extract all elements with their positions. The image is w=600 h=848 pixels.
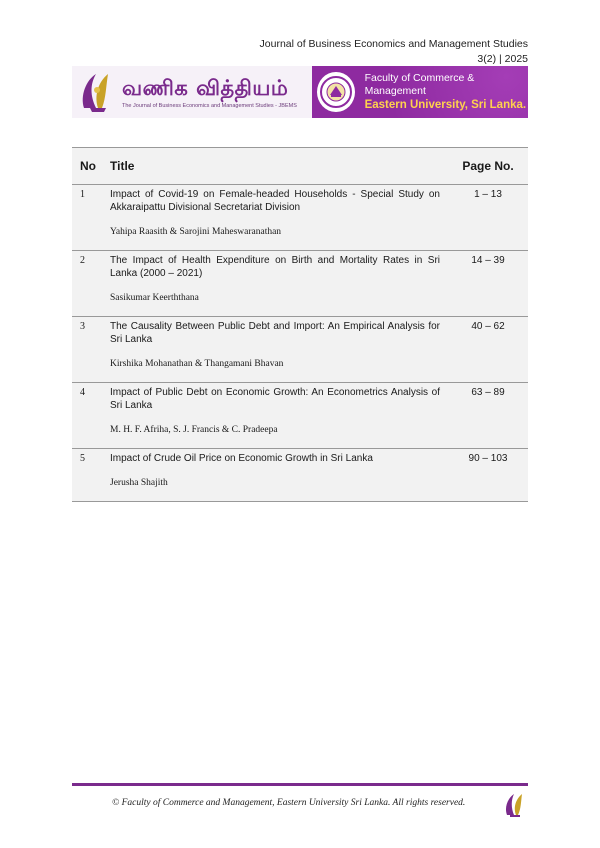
article-pages: 14 – 39 <box>448 251 528 317</box>
journal-banner <box>72 66 528 118</box>
table-row <box>72 185 528 251</box>
university-seal <box>317 72 355 112</box>
banner-subtitle: The Journal of Business Economics and Management Studies - JBEMS <box>122 102 297 109</box>
footer-divider <box>72 783 528 786</box>
footer-logo-icon <box>502 790 528 820</box>
university-name: Eastern University, Sri Lanka. <box>364 99 527 111</box>
journal-header <box>260 37 528 67</box>
banner-right-panel <box>312 66 528 118</box>
article-number: 5 <box>72 449 102 502</box>
article-pages: 90 – 103 <box>448 449 528 502</box>
article-authors: Yahipa Raasith & Sarojini Maheswaranathan <box>110 227 282 237</box>
table-row <box>72 317 528 383</box>
article-title[interactable]: Impact of Covid-19 on Female-headed Households - Special Study on Akkaraipattu Divisional Secretariat Division <box>110 189 440 213</box>
banner-left-panel <box>72 66 312 118</box>
column-header-pages: Page No. <box>448 148 528 185</box>
article-cell <box>102 449 448 502</box>
article-cell <box>102 317 448 383</box>
article-title[interactable]: The Impact of Health Expenditure on Birth and Mortality Rates in Sri Lanka (2000 – 2021) <box>110 255 440 279</box>
banner-tamil-title: வணிக வித்தியம் <box>122 75 289 100</box>
article-authors: Kirshika Mohanathan & Thangamani Bhavan <box>110 359 284 369</box>
article-cell <box>102 185 448 251</box>
article-cell <box>102 383 448 449</box>
article-title[interactable]: The Causality Between Public Debt and Import: An Empirical Analysis for Sri Lanka <box>110 321 440 345</box>
article-number: 4 <box>72 383 102 449</box>
article-cell <box>102 251 448 317</box>
article-number: 1 <box>72 185 102 251</box>
article-authors: Jerusha Shajith <box>110 478 168 488</box>
table-row <box>72 449 528 502</box>
table-row <box>72 251 528 317</box>
article-number: 3 <box>72 317 102 383</box>
toc-header-row <box>72 148 528 185</box>
article-number: 2 <box>72 251 102 317</box>
journal-name: Journal of Business Economics and Management Studies <box>259 38 528 50</box>
column-header-title: Title <box>102 148 448 185</box>
university-seal-icon <box>319 75 353 109</box>
article-title[interactable]: Impact of Public Debt on Economic Growth: An Econometrics Analysis of Sri Lanka <box>110 387 440 411</box>
article-pages: 40 – 62 <box>448 317 528 383</box>
footer-copyright: © Faculty of Commerce and Management, Eastern University Sri Lanka. All rights reserved. <box>112 798 466 808</box>
article-title[interactable]: Impact of Crude Oil Price on Economic Growth in Sri Lanka <box>110 453 373 464</box>
article-authors: Sasikumar Keerththana <box>110 293 199 303</box>
journal-issue: 3(2) | 2025 <box>477 53 528 65</box>
article-pages: 63 – 89 <box>448 383 528 449</box>
table-of-contents <box>72 147 528 502</box>
journal-logo-icon <box>76 68 118 116</box>
article-pages: 1 – 13 <box>448 185 528 251</box>
faculty-name: Faculty of Commerce & Management <box>364 72 475 97</box>
column-header-no: No <box>72 148 102 185</box>
table-row <box>72 383 528 449</box>
article-authors: M. H. F. Afriha, S. J. Francis & C. Pradeepa <box>110 425 278 435</box>
